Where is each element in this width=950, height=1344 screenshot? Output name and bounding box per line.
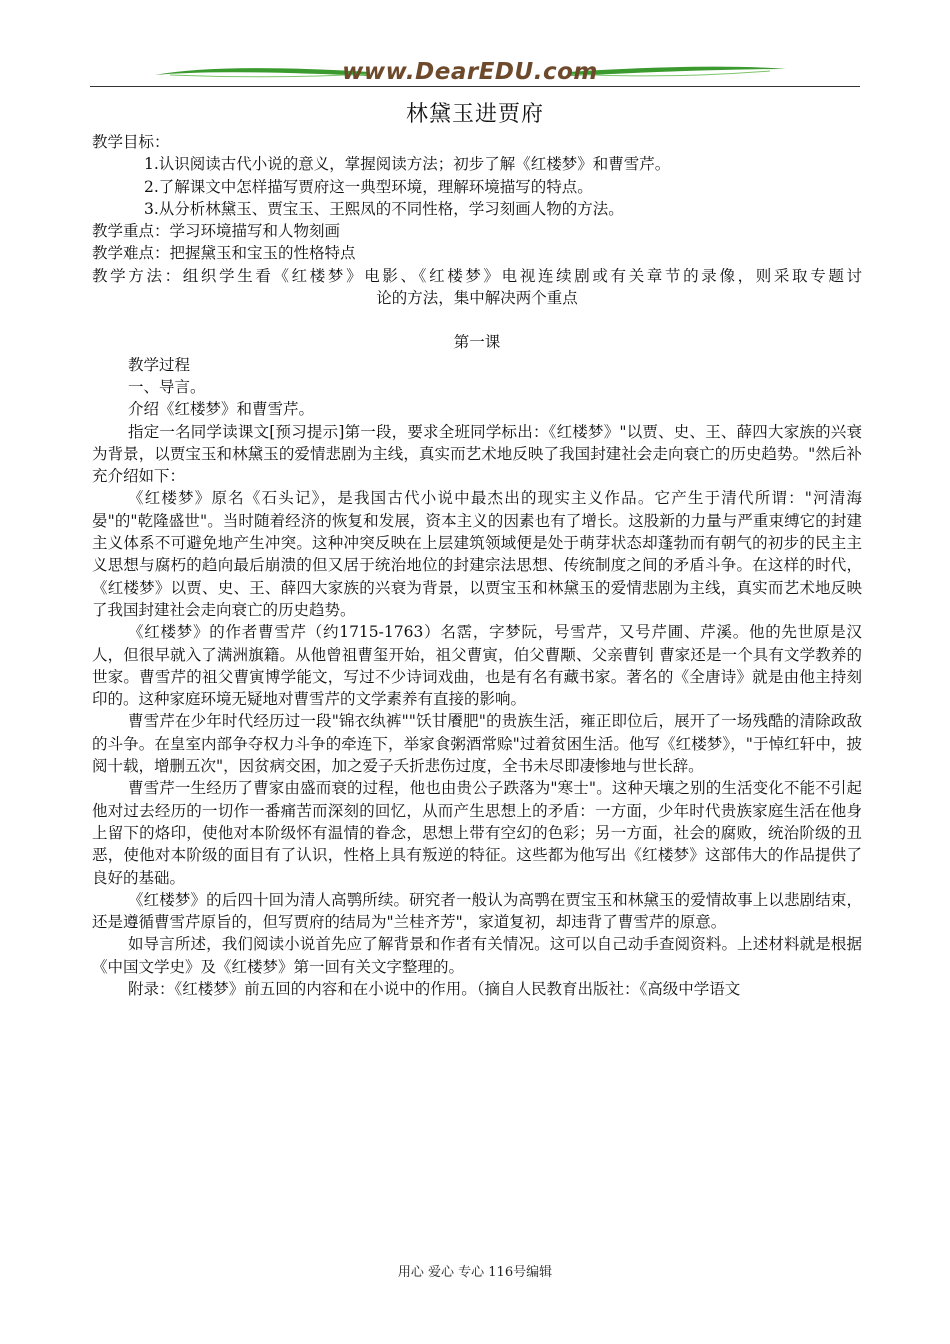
paragraph: 附录：《红楼梦》前五回的内容和在小说中的作用。（摘自人民教育出版社：《高级中学语文 [128,979,741,998]
paragraph: 介绍《红楼梦》和曹雪芹。 [128,400,315,419]
key-point: 教学重点：学习环境描写和人物刻画 [92,222,341,241]
paragraph: 《红楼梦》的作者曹雪芹（约1715-1763）名霑，字梦阮，号雪芹，又号芹圃、芹溪。他的先世原是汉人，但很早就入了满洲旗籍。从他曾祖曹玺开始，祖父曹寅，伯父曹颙、父亲曹钊 曹家还是一个具有文学教养的世家。曹雪芹的祖父曹寅博学能文，写过不少诗词戏曲，也是有名有藏书家。著名的《全唐诗》就是由他主持刻印的。这种家庭环境无疑地对曹雪芹的文学素养有直接的影响。 [92,623,862,709]
paragraph: 教学过程 [128,355,191,374]
paragraph: 指定一名同学读课文[预习提示]第一段，要求全班同学标出：《红楼梦》"以贾、史、王、薛四大家族的兴衰为背景，以贾宝玉和林黛玉的爱情悲剧为主线，真实而艺术地反映了我国封建社会走向衰亡的历史趋势。"然后补充介绍如下： [92,422,862,486]
paragraph: 曹雪芹一生经历了曹家由盛而衰的过程，他也由贵公子跌落为"寒士"。这种天壤之别的生活变化不能不引起他对过去经历的一切作一番痛苦而深刻的回忆，从而产生思想上的矛盾：一方面，少年时代贵族家庭生活在他身上留下的烙印，使他对本阶级怀有温情的眷念，思想上带有空幻的色彩；另一方面，社会的腐败，统治阶级的丑恶，使他对本阶级的面目有了认识，性格上具有叛逆的特征。这些都为他写出《红楼梦》这部伟大的作品提供了良好的基础。 [92,779,862,887]
site-banner[interactable] [150,55,790,89]
paragraph: 曹雪芹在少年时代经历过一段"锦衣纨裤""饫甘餍肥"的贵族生活，雍正即位后，展开了一场残酷的清除政敌的斗争。在皇室内部争夺权力斗争的牵连下，举家食粥酒常赊"过着贫困生活。他写《红楼梦》，"于悼红轩中，披阅十载，增删五次"，因贫病交困，加之爱子夭折悲伤过度，全书未尽即凄惨地与世长辞。 [92,712,862,776]
site-logo-text: www.DearEDU.com [342,59,598,85]
objectives-label: 教学目标： [92,133,170,151]
objective-item: 1.认识阅读古代小说的意义，掌握阅读方法；初步了解《红楼梦》和曹雪芹。 [144,155,671,174]
paragraph: 如导言所述，我们阅读小说首先应了解背景和作者有关情况。这可以自己动手查阅资料。上述材料就是根据《中国文学史》及《红楼梦》第一回有关文字整理的。 [92,935,862,976]
document-title: 林黛玉进贾府 [405,102,544,127]
teaching-method: 教学方法：组织学生看《红楼梦》电影、《红楼梦》电视连续剧或有关章节的录像，则采取专题讨 [92,266,862,285]
paragraph: 《红楼梦》的后四十回为清人高鹗所续。研究者一般认为高鹗在贾宝玉和林黛玉的爱情故事上以悲剧结束，还是遵循曹雪芹原旨的，但写贾府的结局为"兰桂齐芳"，家道复初，却违背了曹雪芹的原意。 [92,890,862,932]
paragraph: 一、导言。 [128,377,206,396]
teaching-method-continued: 论的方法，集中解决两个重点 [376,289,578,308]
page-footer: 用心 爱心 专心 116号编辑 [397,1265,553,1280]
objective-item: 2.了解课文中怎样描写贾府这一典型环境，理解环境描写的特点。 [144,177,593,196]
header-divider [90,86,860,87]
lesson-heading: 第一课 [453,333,501,352]
document-body [92,131,862,1000]
paragraph: 《红楼梦》原名《石头记》，是我国古代小说中最杰出的现实主义作品。它产生于清代所谓："河清海晏"的"乾隆盛世"。当时随着经济的恢复和发展，资本主义的因素也有了增长。这股新的力量与严重束缚它的封建主义体系不可避免地产生冲突。这种冲突反映在上层建筑领域便是处于萌芽状态却蓬勃而有朝气的初步的民主主义思想与腐朽的趋向最后崩溃的但又居于统治地位的封建宗法思想、传统制度之间的矛盾斗争。在这样的时代，《红楼梦》以贾、史、王、薛四大家族的兴衰为背景，以贾宝玉和林黛玉的爱情悲剧为主线，真实而艺术地反映了我国封建社会走向衰亡的历史趋势。 [92,489,862,619]
difficulty: 教学难点：把握黛玉和宝玉的性格特点 [92,244,356,263]
objective-item: 3.从分析林黛玉、贾宝玉、王熙凤的不同性格，学习刻画人物的方法。 [144,199,624,218]
